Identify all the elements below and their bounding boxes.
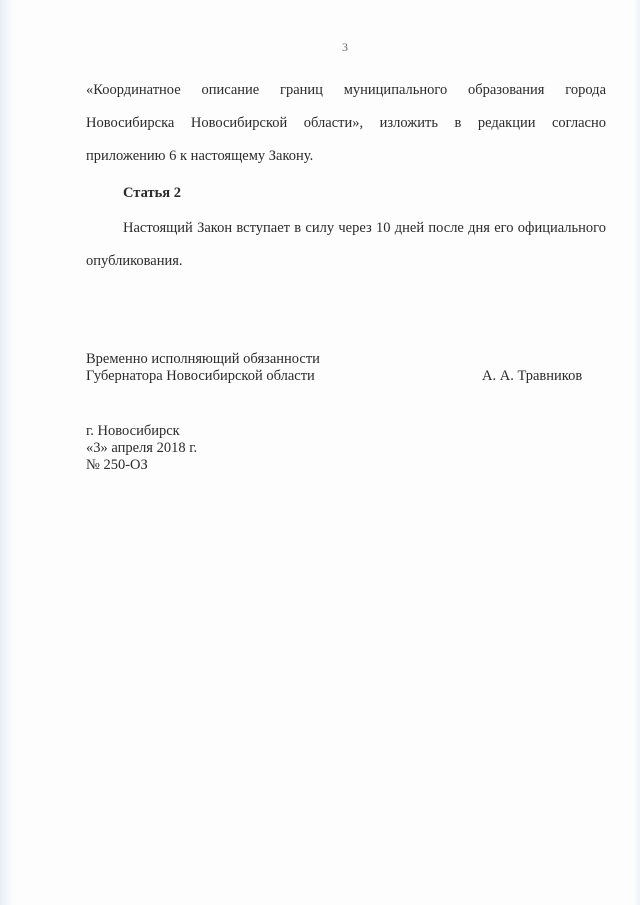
law-number: № 250-ОЗ — [86, 457, 148, 473]
signatory-name: А. А. Травников — [482, 368, 583, 384]
article-heading: Статья 2 — [123, 185, 181, 201]
page-number: 3 — [342, 40, 348, 54]
scan-edge-right — [634, 0, 640, 905]
scan-edge-left — [0, 0, 14, 905]
place-date-number — [86, 423, 197, 474]
city: г. Новосибирск — [86, 423, 180, 439]
paragraph-entry-into-force: Настоящий Закон вступает в силу через 10 дней после дня его официального опубликования. — [86, 220, 606, 269]
signatory-position-line-1: Временно исполняющий обязанности — [86, 351, 320, 367]
signatory-position — [86, 351, 320, 385]
signatory-position-line-2: Губернатора Новосибирской области — [86, 368, 315, 384]
paragraph-coordinate-description: «Координатное описание границ муниципального образования города Новосибирска Новосибирской области», изложить в редакции согласно приложению 6 к настоящему Закону. — [86, 82, 606, 164]
date: «3» апреля 2018 г. — [86, 440, 198, 456]
